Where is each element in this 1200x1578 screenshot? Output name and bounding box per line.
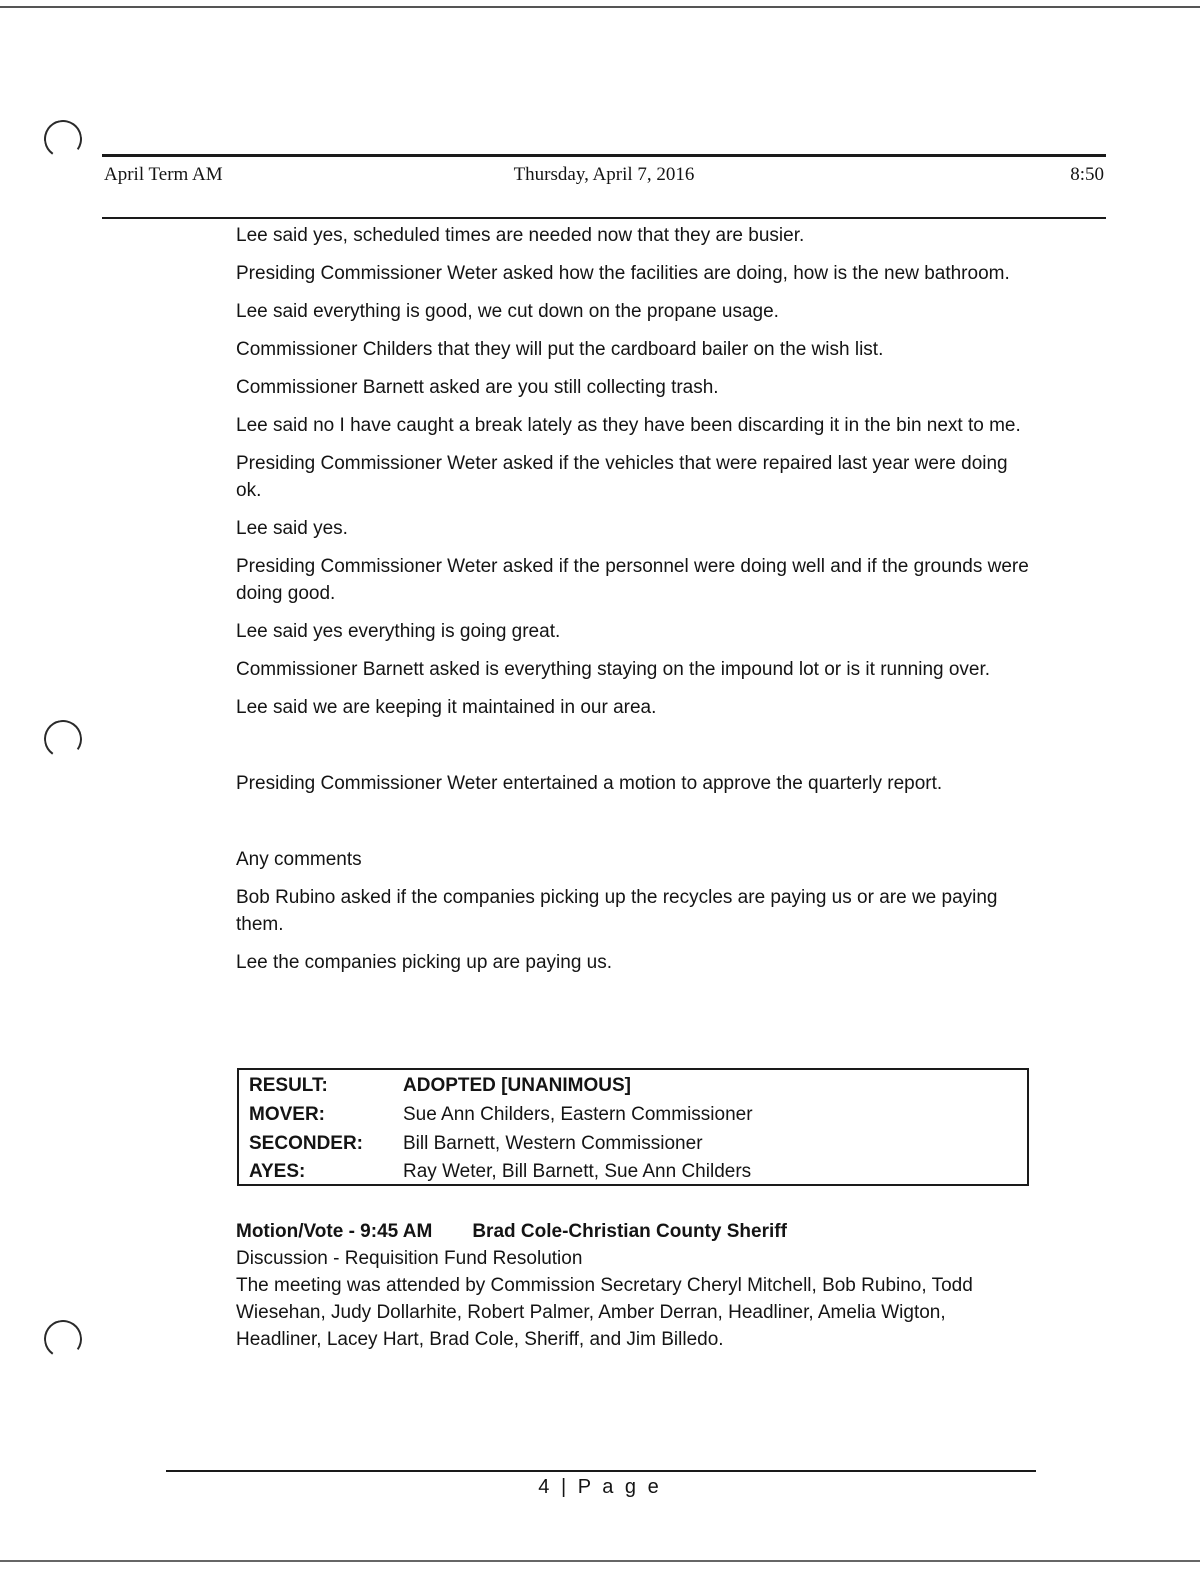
meeting-time: 8:50 [1070,164,1104,185]
ayes-label: AYES: [249,1161,306,1182]
punch-hole-icon [41,117,85,161]
header-divider-top [102,154,1106,157]
minutes-paragraph: Lee said yes. [236,518,348,539]
motion-heading [236,1218,1036,1245]
footer-divider [166,1470,1036,1472]
motion-section [236,1218,1036,1353]
meeting-date: Thursday, April 7, 2016 [513,164,695,185]
motion-paragraph: Presiding Commissioner Weter entertained a motion to approve the quarterly report. [236,773,943,794]
result-label: RESULT: [249,1075,328,1096]
page-number: 4 | P a g e [538,1476,662,1498]
punch-hole-icon [41,1317,85,1361]
motion-subject: Brad Cole-Christian County Sheriff [472,1221,787,1242]
minutes-paragraph: Presiding Commissioner Weter asked if the personnel were doing well and if the grounds were doing good. [236,556,1029,604]
attendance-paragraph: The meeting was attended by Commission Secretary Cheryl Mitchell, Bob Rubino, Todd Wiesehan, Judy Dollarhite, Robert Palmer, Amber Derran, Headliner, Amelia Wigton, Headliner, Lacey Hart, Brad Cole, Sheriff, and Jim Billedo. [236,1275,973,1350]
minutes-paragraph: Commissioner Barnett asked is everything staying on the impound lot or is it running over. [236,659,991,680]
mover-value: Sue Ann Childers, Eastern Commissioner [403,1104,753,1125]
minutes-paragraph: Bob Rubino asked if the companies picking up the recycles are paying us or are we paying them. [236,887,998,935]
minutes-paragraph: Presiding Commissioner Weter asked if the vehicles that were repaired last year were doing ok. [236,453,1008,501]
minutes-paragraph: Lee said no I have caught a break lately as they have been discarding it in the bin next to me. [236,415,1021,436]
header-divider-bottom [102,217,1106,219]
motion-time: Motion/Vote - 9:45 AM [236,1221,433,1242]
minutes-paragraph: Commissioner Barnett asked are you still collecting trash. [236,377,719,398]
minutes-paragraph: Lee said everything is good, we cut down on the propane usage. [236,301,779,322]
minutes-paragraph: Presiding Commissioner Weter asked how the facilities are doing, how is the new bathroom. [236,263,1010,284]
result-value: ADOPTED [UNANIMOUS] [403,1075,631,1096]
scan-edge-bottom [0,1560,1200,1562]
minutes-paragraph: Lee said yes everything is going great. [236,621,561,642]
punch-hole-icon [41,717,85,761]
minutes-paragraph: Commissioner Childers that they will put the cardboard bailer on the wish list. [236,339,884,360]
minutes-body [236,222,1036,987]
seconder-label: SECONDER: [249,1133,364,1154]
ayes-value: Ray Weter, Bill Barnett, Sue Ann Childers [403,1161,752,1182]
minutes-paragraph: Lee said yes, scheduled times are needed now that they are busier. [236,225,805,246]
seconder-value: Bill Barnett, Western Commissioner [403,1133,703,1154]
vote-result-table [237,1068,1029,1186]
scan-edge-top [0,6,1200,8]
mover-label: MOVER: [249,1104,325,1125]
minutes-paragraph: Lee said we are keeping it maintained in our area. [236,697,657,718]
minutes-paragraph: Lee the companies picking up are paying us. [236,952,613,973]
discussion-line: Discussion - Requisition Fund Resolution [236,1248,583,1269]
term-label: April Term AM [104,164,223,185]
minutes-paragraph: Any comments [236,849,362,870]
